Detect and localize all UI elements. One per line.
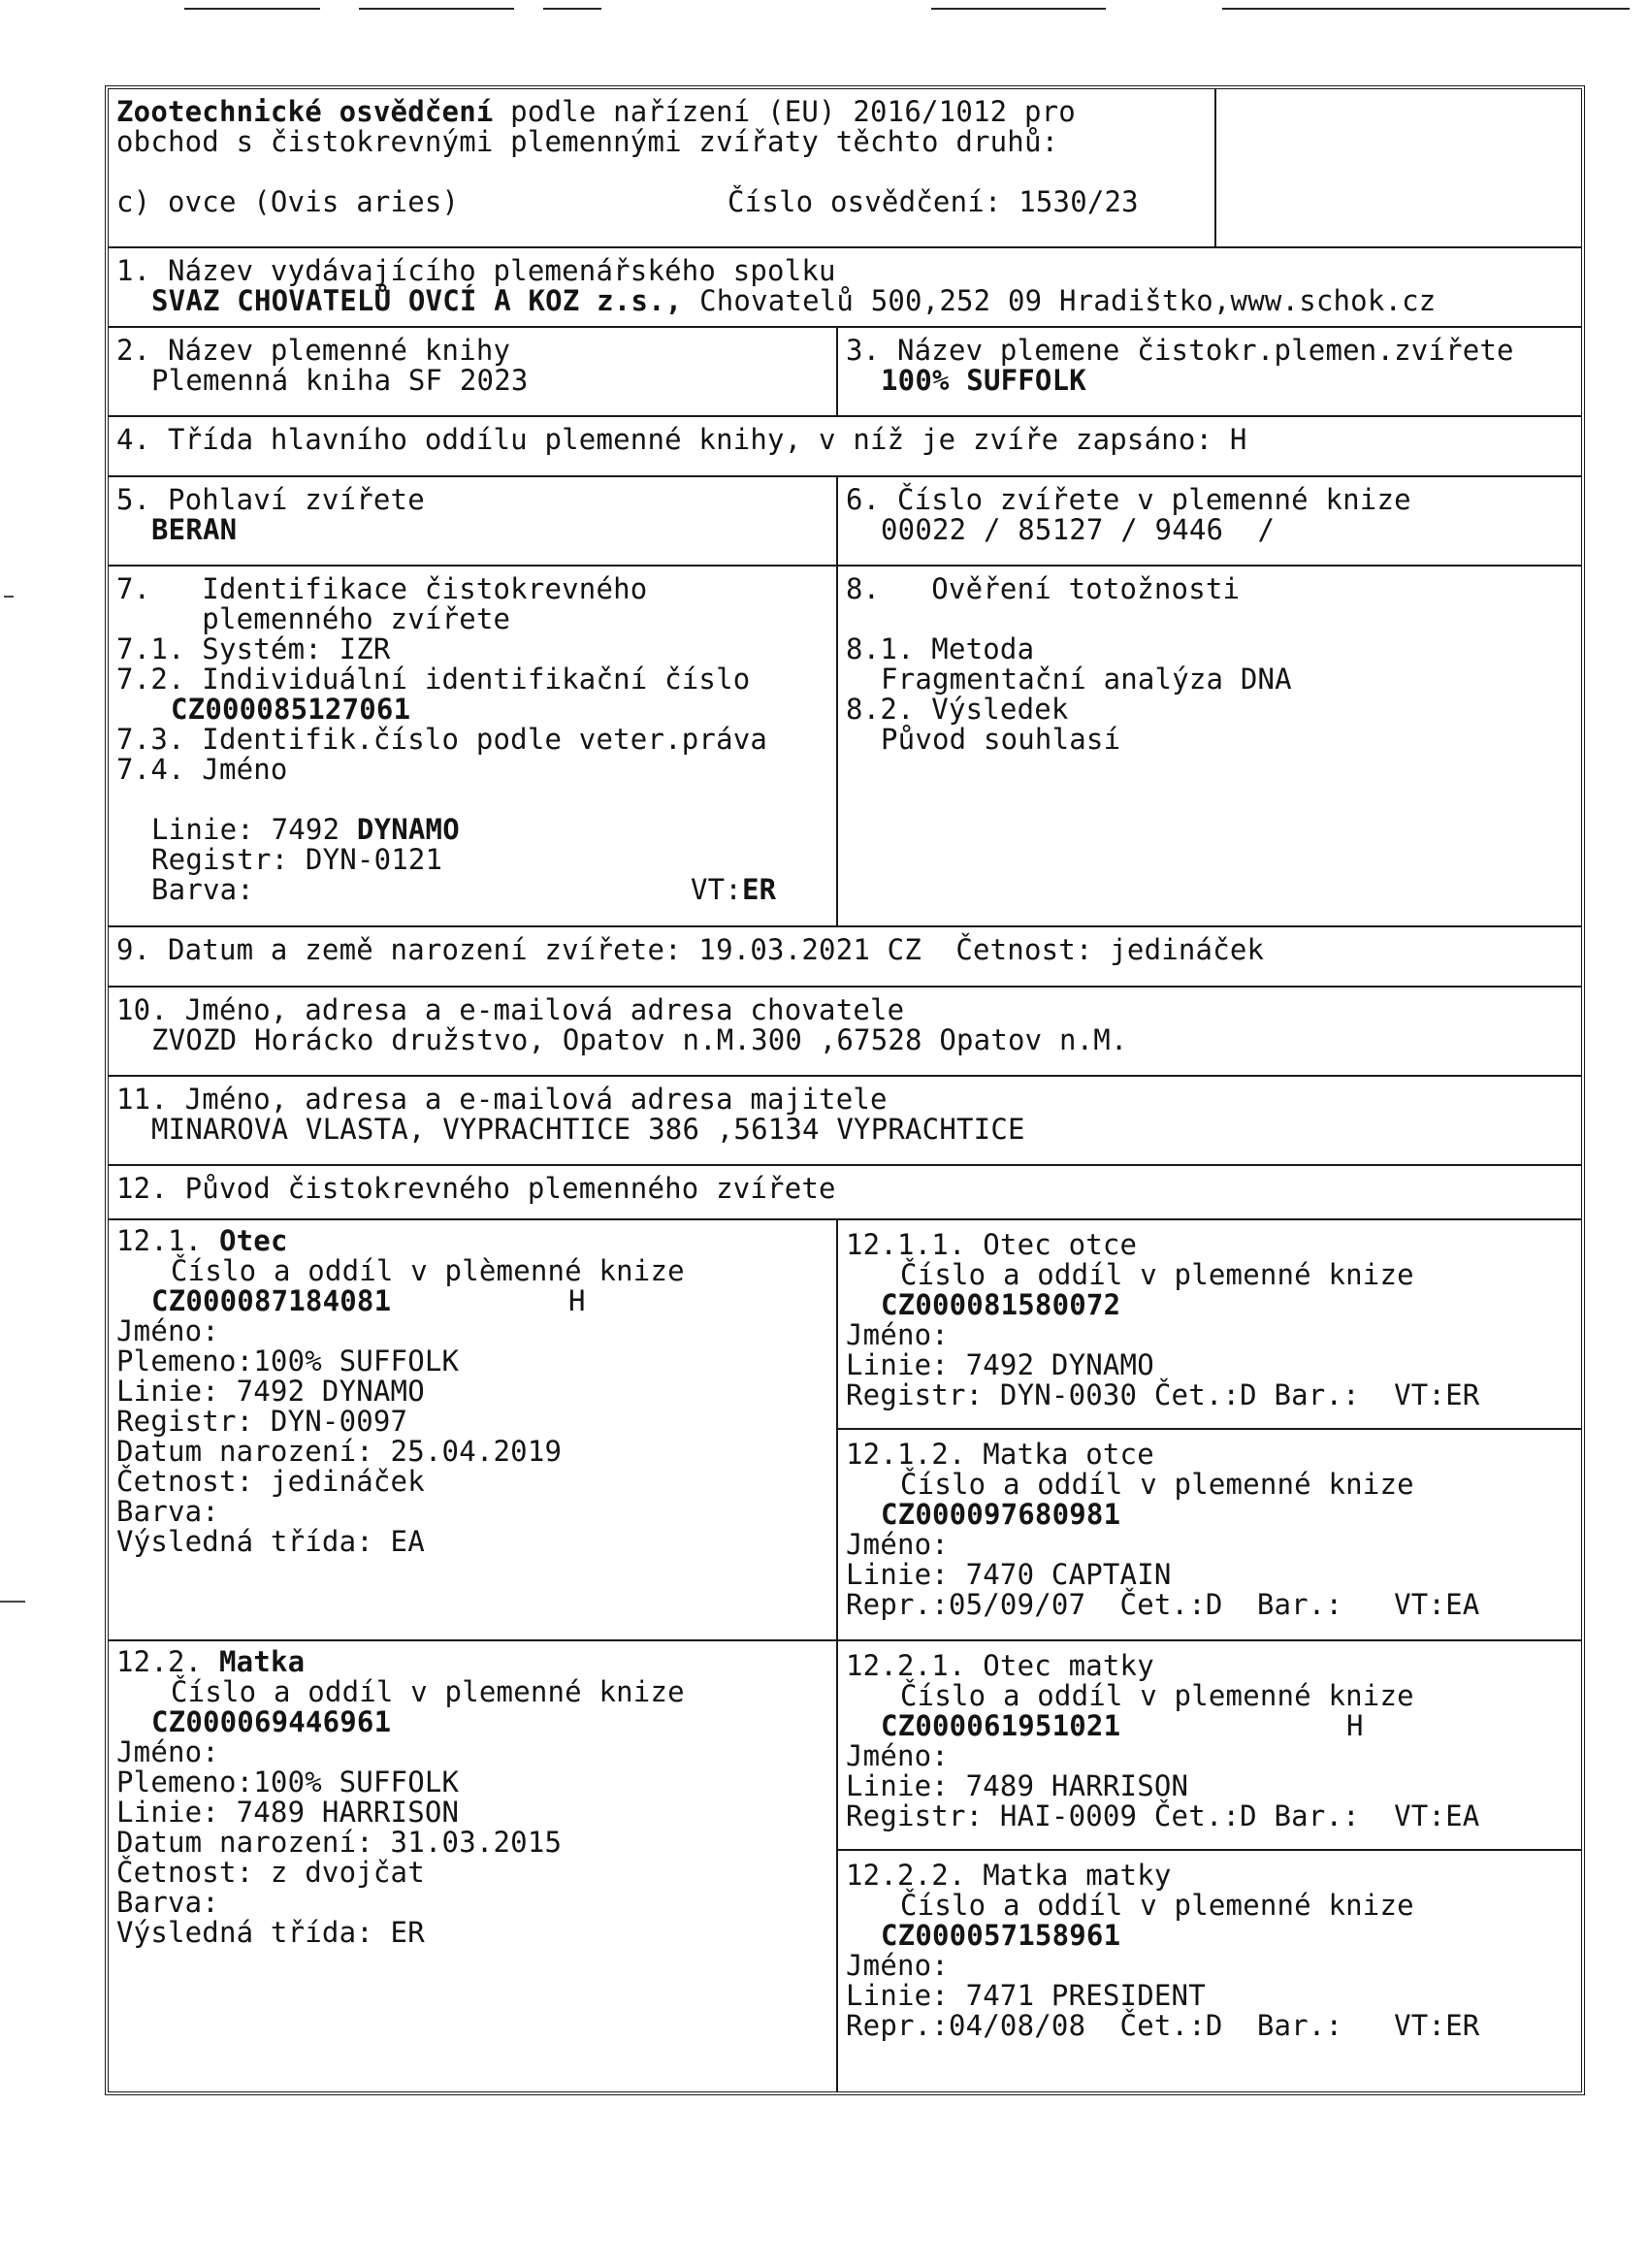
vt-value: ER — [741, 873, 777, 906]
section-4-label: 4. Třída hlavního oddílu plemenné knihy, v níž je zvíře zapsáno: H — [116, 423, 1247, 456]
sire-of-sire-herdbook-label: Číslo a oddíl v plemenné knize — [900, 1258, 1414, 1291]
divider — [838, 1849, 1581, 1851]
name-line: 7.4. Jméno — [116, 753, 288, 786]
sire-of-dam-section: H — [1346, 1709, 1364, 1742]
section-12-cell — [109, 1166, 1581, 1218]
linie-name: DYNAMO — [356, 813, 460, 846]
sire-of-sire-id: CZ000081580072 — [881, 1288, 1121, 1321]
sire-cell — [109, 1220, 836, 1639]
dam-of-sire-line: Linie: 7470 CAPTAIN — [846, 1558, 1172, 1591]
sex-value: BERAN — [151, 513, 238, 546]
sire-title: Otec — [218, 1224, 288, 1257]
sire-line: Linie: 7492 DYNAMO — [116, 1375, 425, 1408]
dam-of-dam-title: 12.2.2. Matka matky — [846, 1859, 1172, 1892]
section-9-cell — [109, 927, 1581, 986]
dam-of-sire — [846, 1440, 1581, 1620]
sire-of-sire-title: 12.1.1. Otec otce — [846, 1228, 1138, 1261]
result-label: 8.2. Výsledek — [846, 693, 1069, 726]
section-8-label: 8. Ověření totožnosti — [846, 572, 1241, 605]
sire-name: Jméno: — [116, 1314, 219, 1347]
dam-title: Matka — [218, 1645, 306, 1678]
system-line: 7.1. Systém: IZR — [116, 632, 391, 665]
section-7-label-2: plemenného zvířete — [116, 602, 511, 635]
sire-frequency: Četnost: jedináček — [116, 1465, 425, 1498]
section-1-label: 1. Název vydávajícího plemenářského spolku — [116, 254, 836, 287]
sire-of-sire-name: Jméno: — [846, 1318, 949, 1351]
dam-number: 12.2. — [116, 1645, 219, 1678]
section-5 — [109, 477, 836, 565]
origin-label: 12. Původ čistokrevného plemenného zvířete — [116, 1172, 836, 1205]
dam-of-sire-id: CZ000097680981 — [881, 1498, 1121, 1531]
sire-of-dam-herdbook-label: Číslo a oddíl v plemenné knize — [900, 1679, 1414, 1712]
dam-cell — [109, 1641, 836, 2091]
scan-mark — [0, 1601, 25, 1603]
divider — [838, 1428, 1581, 1430]
scan-line — [359, 8, 514, 10]
section-1-cell — [109, 248, 1581, 326]
herdbook-name: Plemenná kniha SF 2023 — [151, 364, 529, 397]
section-3 — [836, 328, 1581, 415]
section-9 — [109, 925, 1581, 986]
linie-label: Linie: 7492 — [151, 813, 357, 846]
dam-breed: Plemeno:100% SUFFOLK — [116, 1766, 460, 1798]
section-7-8 — [109, 565, 1581, 925]
doc-title-rest: podle nařízení (EU) 2016/1012 pro — [493, 95, 1076, 128]
birth-line: 9. Datum a země narození zvířete: 19.03.2021 CZ Četnost: jedináček — [116, 933, 1265, 966]
dam-name: Jméno: — [116, 1735, 219, 1768]
header-row — [109, 89, 1581, 246]
section-11-cell — [109, 1077, 1581, 1164]
section-11 — [109, 1075, 1581, 1164]
dam-class: Výsledná třída: ER — [116, 1916, 425, 1949]
header-side — [1214, 89, 1581, 246]
certificate-frame — [105, 85, 1585, 2095]
section-12 — [109, 1164, 1581, 1218]
sire-class: Výsledná třída: EA — [116, 1525, 425, 1558]
herdbook-number: 00022 / 85127 / 9446 / — [881, 513, 1276, 546]
section-10-cell — [109, 988, 1581, 1075]
dam-of-sire-herdbook-label: Číslo a oddíl v plemenné knize — [900, 1468, 1414, 1501]
dam-of-dam-repr: Repr.:04/08/08 Čet.:D Bar.: VT:ER — [846, 2009, 1480, 2042]
sire-birthdate: Datum narození: 25.04.2019 — [116, 1435, 563, 1468]
owner-label: 11. Jméno, adresa a e-mailová adresa majitele — [116, 1083, 888, 1116]
sire-of-dam-name: Jméno: — [846, 1739, 949, 1772]
sire-number: 12.1. — [116, 1224, 219, 1257]
section-7-label: 7. Identifikace čistokrevného — [116, 572, 648, 605]
breeder-value: ZVOZD Horácko družstvo, Opatov n.M.300 ,67528 Opatov n.M. — [151, 1023, 1128, 1056]
doc-subtitle: obchod s čistokrevnými plemennými zvířaty těchto druhů: — [116, 125, 1059, 158]
barva-label: Barva: — [151, 873, 254, 906]
section-1 — [109, 246, 1581, 326]
sire-of-dam-id: CZ000061951021 — [881, 1709, 1121, 1742]
species-line — [116, 187, 1214, 217]
scan-line — [931, 8, 1106, 10]
vt-label: VT: — [691, 873, 742, 906]
section-7 — [109, 567, 836, 925]
association-address: Chovatelů 500,252 09 Hradištko,www.schok.cz — [682, 284, 1437, 317]
sire-id: CZ000087184081 — [151, 1284, 392, 1317]
section-10 — [109, 986, 1581, 1075]
sire-section: H — [568, 1284, 586, 1317]
dam-ancestors — [836, 1641, 1581, 2091]
breeder-label: 10. Jméno, adresa a e-mailová adresa chovatele — [116, 993, 905, 1026]
sire-of-dam-registr: Registr: HAI-0009 Čet.:D Bar.: VT:EA — [846, 1799, 1480, 1832]
section-2-label: 2. Název plemenné knihy — [116, 334, 511, 367]
dam-of-sire-repr: Repr.:05/09/07 Čet.:D Bar.: VT:EA — [846, 1588, 1480, 1621]
section-2-3 — [109, 326, 1581, 415]
section-4-cell — [109, 417, 1581, 475]
section-4 — [109, 415, 1581, 475]
dam-of-sire-title: 12.1.2. Matka otce — [846, 1438, 1154, 1471]
doc-title: Zootechnické osvědčení — [116, 95, 494, 128]
sire-herdbook-label: Číslo a oddíl v plèmenné knize — [171, 1254, 685, 1287]
dam-frequency: Četnost: z dvojčat — [116, 1856, 425, 1889]
veter-line: 7.3. Identifik.číslo podle veter.práva — [116, 723, 768, 756]
section-5-label: 5. Pohlaví zvířete — [116, 483, 425, 516]
sire-of-dam-line: Linie: 7489 HARRISON — [846, 1769, 1189, 1802]
sire-registr: Registr: DYN-0097 — [116, 1405, 408, 1438]
section-6-label: 6. Číslo zvířete v plemenné knize — [846, 483, 1411, 516]
scan-line — [1222, 8, 1630, 10]
dam-of-dam-herdbook-label: Číslo a oddíl v plemenné knize — [900, 1889, 1414, 1922]
registr-line: Registr: DYN-0121 — [151, 843, 443, 876]
scan-mark — [4, 596, 14, 598]
breed-name: 100% SUFFOLK — [881, 364, 1086, 397]
dam-block — [109, 1639, 1581, 2091]
method-label: 8.1. Metoda — [846, 632, 1035, 665]
section-8 — [836, 567, 1581, 925]
dam-id: CZ000069446961 — [151, 1705, 392, 1738]
scan-line — [543, 8, 601, 10]
dam-color: Barva: — [116, 1886, 219, 1919]
dam-of-dam — [846, 1861, 1581, 2041]
sire-of-dam-title: 12.2.1. Otec matky — [846, 1649, 1154, 1682]
ident-number: CZ000085127061 — [171, 693, 411, 726]
owner-value: MINAROVA VLASTA, VYPRACHTICE 386 ,56134 VYPRACHTICE — [151, 1113, 1025, 1146]
section-5-6 — [109, 475, 1581, 565]
sire-of-dam — [846, 1651, 1581, 1831]
sire-of-sire-line: Linie: 7492 DYNAMO — [846, 1348, 1154, 1381]
dam-herdbook-label: Číslo a oddíl v plemenné knize — [171, 1675, 685, 1708]
result-value: Původ souhlasí — [881, 723, 1121, 756]
dam-line: Linie: 7489 HARRISON — [116, 1796, 460, 1829]
sire-of-sire-registr: Registr: DYN-0030 Čet.:D Bar.: VT:ER — [846, 1378, 1480, 1411]
scan-line — [184, 8, 320, 10]
sire-ancestors — [836, 1220, 1581, 1639]
ident-label: 7.2. Individuální identifikační číslo — [116, 663, 751, 696]
species: c) ovce (Ovis aries) — [116, 185, 460, 218]
association-name: SVAZ CHOVATELŮ OVCÍ A KOZ z.s., — [151, 284, 683, 317]
dam-birthdate: Datum narození: 31.03.2015 — [116, 1826, 563, 1859]
section-2 — [109, 328, 836, 415]
dam-of-dam-id: CZ000057158961 — [881, 1919, 1121, 1952]
dam-of-dam-line: Linie: 7471 PRESIDENT — [846, 1979, 1206, 2012]
section-6 — [836, 477, 1581, 565]
method-value: Fragmentační analýza DNA — [881, 663, 1292, 696]
header-main — [109, 89, 1214, 246]
sire-color: Barva: — [116, 1495, 219, 1528]
barva-line — [116, 875, 836, 905]
dam-of-sire-name: Jméno: — [846, 1528, 949, 1561]
sire-block — [109, 1218, 1581, 1639]
dam-of-dam-name: Jméno: — [846, 1949, 949, 1982]
section-3-label: 3. Název plemene čistokr.plemen.zvířete — [846, 334, 1514, 367]
sire-of-sire — [846, 1230, 1581, 1410]
certificate-number: Číslo osvědčení: 1530/23 — [728, 185, 1139, 218]
sire-breed: Plemeno:100% SUFFOLK — [116, 1345, 460, 1377]
